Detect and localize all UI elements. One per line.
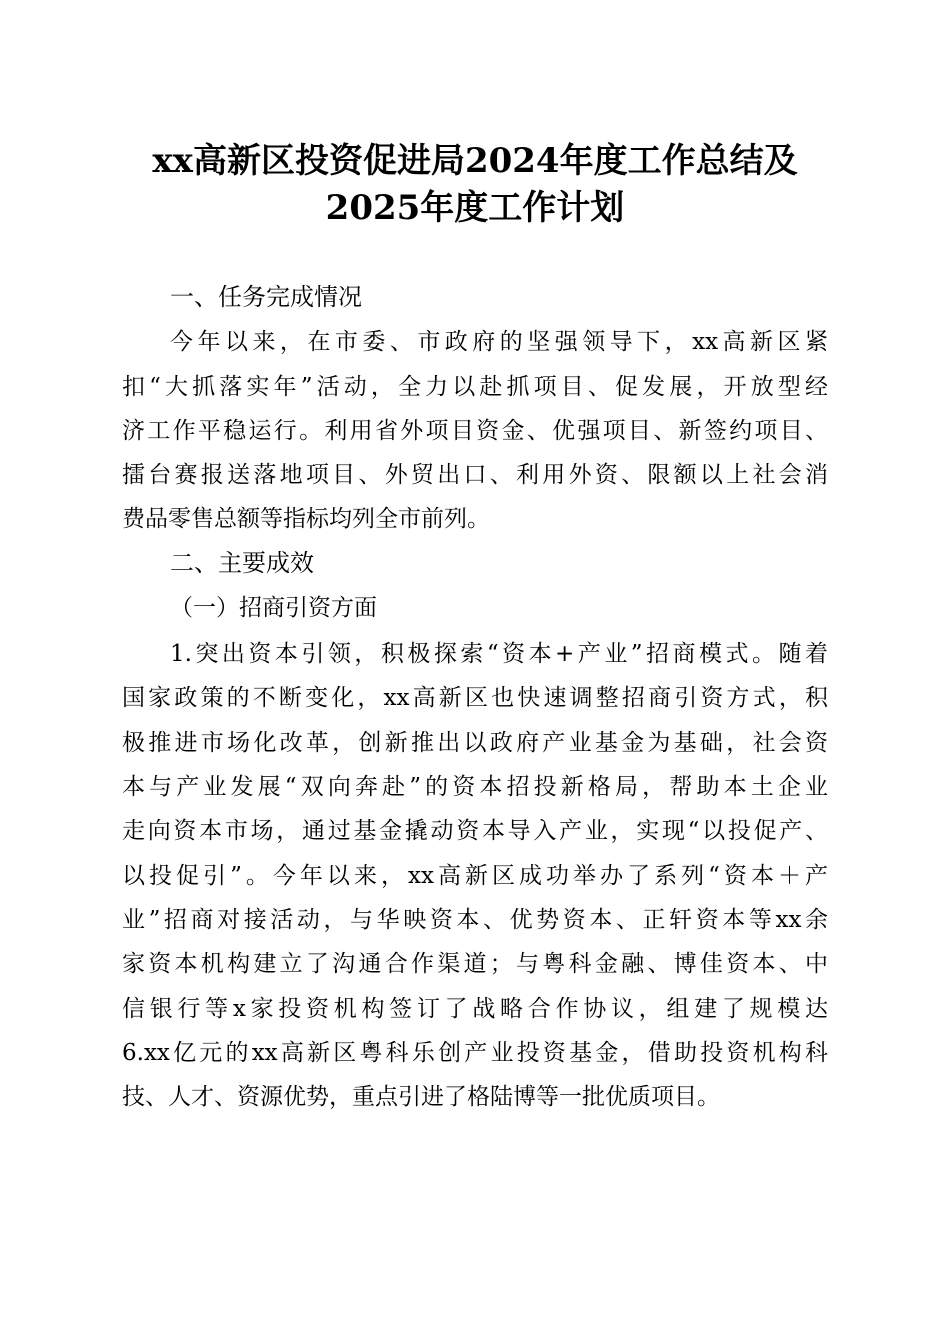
paragraph-line: 费品零售总额等指标均列全市前列。	[122, 506, 490, 532]
paragraph-line: 今年以来，在市委、市政府的坚强领导下，xx高新区紧	[170, 329, 828, 355]
paragraph-line: 1.突出资本引领，积极探索“资本+产业”招商模式。随着	[170, 641, 828, 667]
paragraph-line: 6.xx亿元的xx高新区粤科乐创产业投资基金，借助投资机构科	[122, 1040, 828, 1066]
paragraph-line: 技、人才、资源优势，重点引进了格陆博等一批优质项目。	[122, 1084, 720, 1110]
paragraph-line: 擂台赛报送落地项目、外贸出口、利用外资、限额以上社会消	[122, 462, 828, 488]
document-title-line-1: xx高新区投资促进局2024年度工作总结及	[152, 141, 798, 181]
subsection-heading-investment: （一）招商引资方面	[170, 595, 377, 621]
paragraph-line: 家资本机构建立了沟通合作渠道；与粤科金融、博佳资本、中	[122, 951, 828, 977]
paragraph-line: 走向资本市场，通过基金撬动资本导入产业，实现“以投促产、	[122, 818, 828, 844]
section-heading-main-results: 二、主要成效	[170, 549, 314, 577]
paragraph-line: 国家政策的不断变化，xx高新区也快速调整招商引资方式，积	[122, 685, 828, 711]
paragraph-line: 济工作平稳运行。利用省外项目资金、优强项目、新签约项目、	[122, 418, 828, 444]
paragraph-line: 极推进市场化改革，创新推出以政府产业基金为基础，社会资	[122, 730, 828, 756]
paragraph-line: 信银行等x家投资机构签订了战略合作协议，组建了规模达	[122, 996, 828, 1022]
paragraph-line: 业”招商对接活动，与华映资本、优势资本、正轩资本等xx余	[122, 907, 828, 933]
document-title-line-2: 2025年度工作计划	[325, 188, 625, 228]
paragraph-line: 以投促引”。今年以来，xx高新区成功举办了系列“资本＋产	[122, 863, 828, 889]
section-heading-task-completion: 一、任务完成情况	[170, 283, 362, 311]
paragraph-line: 本与产业发展“双向奔赴”的资本招投新格局，帮助本土企业	[122, 774, 828, 800]
paragraph-line: 扣“大抓落实年”活动，全力以赴抓项目、促发展，开放型经	[122, 374, 828, 400]
